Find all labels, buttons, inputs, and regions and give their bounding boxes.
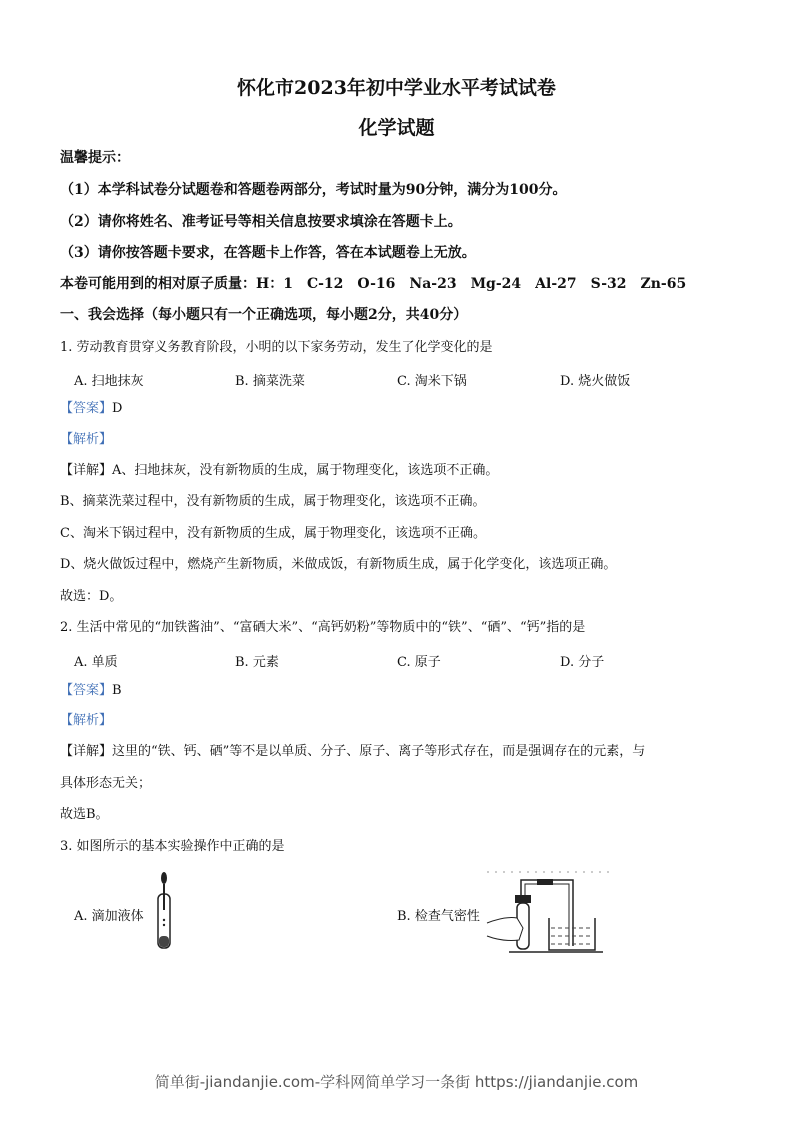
detail-line: C、淘米下锅过程中，没有新物质的生成，属于物理变化，该选项不正确。: [60, 526, 486, 541]
option-a: A. 滴加液体: [74, 909, 144, 924]
analysis-label: 【解析】: [60, 432, 113, 447]
page-subtitle: 化学试题: [358, 117, 435, 139]
answer-label: 【答案】: [60, 683, 113, 698]
question-stem: 3. 如图所示的基本实验操作中正确的是: [60, 839, 285, 854]
detail-line: B、摘菜洗菜过程中，没有新物质的生成，属于物理变化，该选项不正确。: [60, 494, 486, 509]
section-heading: 一、我会选择（每小题只有一个正确选项，每小题2分，共40分）: [60, 307, 468, 323]
atomic-masses: 本卷可能用到的相对原子质量：H：1 C-12 O-16 Na-23 Mg-24 Al-27 S-32 Zn-65: [60, 276, 687, 292]
airtightness-check-illustration: [485, 868, 615, 954]
question-stem: 2. 生活中常见的“加铁酱油”、“富硒大米”、“高钙奶粉”等物质中的“铁”、“硒”、“钙”指的是: [60, 620, 586, 635]
option-b: B. 检查气密性: [397, 909, 480, 924]
option-b: B. 摘菜洗菜: [235, 374, 305, 389]
tip-item: （2）请你将姓名、准考证号等相关信息按要求填涂在答题卡上。: [60, 214, 462, 230]
question-stem: 1. 劳动教育贯穿义务教育阶段，小明的以下家务劳动，发生了化学变化的是: [60, 340, 493, 355]
detail-line: D、烧火做饭过程中，燃烧产生新物质，米做成饭，有新物质生成，属于化学变化，该选项正确。: [60, 557, 617, 572]
dropper-test-tube-illustration: [150, 870, 180, 952]
conclusion-line: 故选B。: [60, 807, 109, 822]
conclusion-line: 故选：D。: [60, 589, 123, 604]
detail-text: 这里的“铁、钙、硒”等不是以单质、分子、原子、离子等形式存在，而是强调存在的元素，与: [112, 744, 646, 759]
detail-label: 【详解】: [60, 463, 113, 478]
footer-watermark: 简单街-jiandanjie.com-学科网简单学习一条街 https://jiandanjie.com: [154, 1073, 639, 1091]
detail-text: A、扫地抹灰，没有新物质的生成，属于物理变化，该选项不正确。: [112, 463, 499, 478]
page-title: 怀化市2023年初中学业水平考试试卷: [237, 77, 556, 99]
option-a: A. 扫地抹灰: [74, 374, 144, 389]
analysis-label: 【解析】: [60, 713, 113, 728]
option-c: C. 原子: [397, 655, 441, 670]
option-b: B. 元素: [235, 655, 279, 670]
option-d: D. 分子: [560, 655, 605, 670]
answer-line: [60, 400, 122, 418]
option-d: D. 烧火做饭: [560, 374, 631, 389]
option-c: C. 淘米下锅: [397, 374, 467, 389]
answer-line: [60, 682, 122, 700]
answer-label: 【答案】: [60, 401, 113, 416]
detail-line: [60, 462, 498, 480]
tip-item: （1）本学科试卷分试题卷和答题卷两部分，考试时量为90分钟，满分为100分。: [60, 182, 567, 198]
detail-line: 具体形态无关；: [60, 776, 152, 791]
tips-heading: 温馨提示：: [60, 150, 130, 166]
answer-value: B: [112, 683, 122, 698]
detail-label: 【详解】: [60, 744, 113, 759]
tip-item: （3）请你按答题卡要求，在答题卡上作答，答在本试题卷上无放。: [60, 245, 476, 261]
detail-line: [60, 743, 645, 761]
answer-value: D: [112, 401, 123, 416]
option-a: A. 单质: [74, 655, 118, 670]
